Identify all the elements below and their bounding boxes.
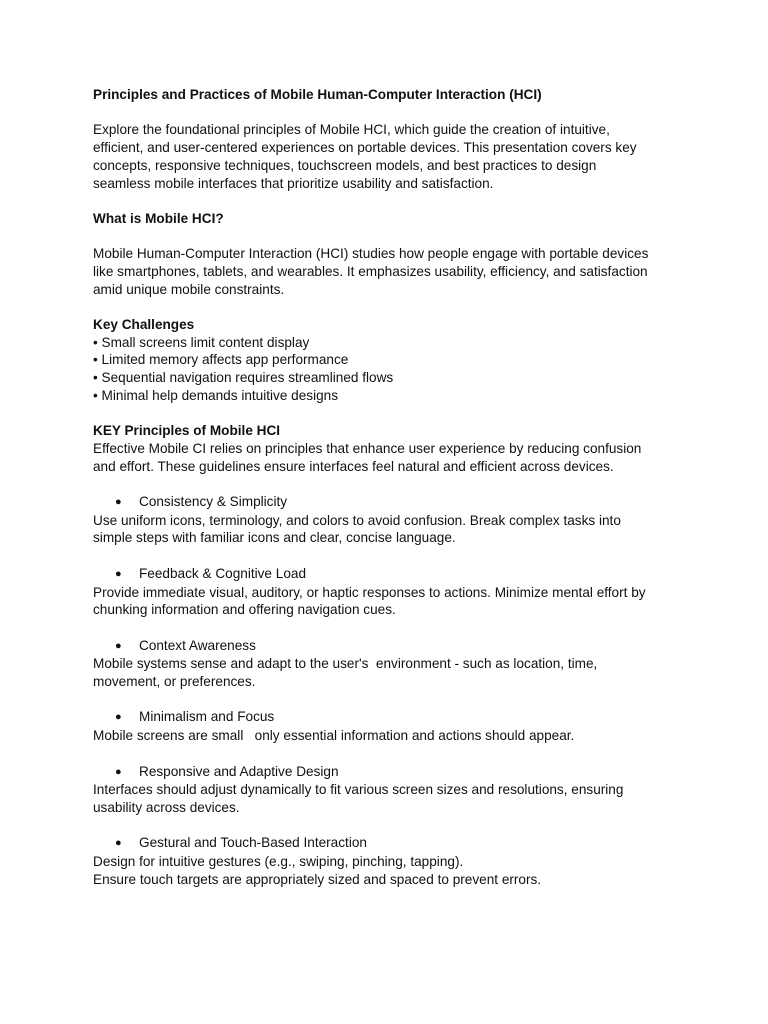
principle-section (93, 493, 676, 547)
principle-title: Gestural and Touch-Based Interaction (139, 835, 367, 851)
principles-intro-line: and effort. These guidelines ensure interfaces feel natural and efficient across devices. (93, 458, 614, 474)
principle-title-row (93, 834, 676, 853)
bullet-icon: ● (115, 639, 122, 652)
principle-section (93, 637, 676, 691)
principle-body-line: Mobile screens are small only essential information and actions should appear. (93, 728, 575, 744)
what-line: amid unique mobile constraints. (93, 281, 285, 297)
challenges-list (93, 334, 676, 405)
principle-body-line: chunking information and offering navigation cues. (93, 602, 396, 618)
challenge-item: • Limited memory affects app performance (93, 352, 349, 368)
principle-body-line: Ensure touch targets are appropriately sized and spaced to prevent errors. (93, 871, 542, 887)
spacer (93, 745, 676, 763)
challenge-item: • Small screens limit content display (93, 334, 310, 350)
bullet-icon: ● (115, 496, 122, 509)
bullet-icon: ● (115, 837, 122, 850)
spacer (93, 104, 676, 122)
bullet-icon: ● (115, 765, 122, 778)
principle-body-line: Use uniform icons, terminology, and colors to avoid confusion. Break complex tasks into (93, 512, 621, 528)
challenge-item: • Sequential navigation requires streamlined flows (93, 370, 394, 386)
principle-body-line: Design for intuitive gestures (e.g., swiping, pinching, tapping). (93, 854, 464, 870)
principles-intro-line: Effective Mobile CI relies on principles that enhance user experience by reducing confusion (93, 440, 642, 456)
intro-line: concepts, responsive techniques, touchscreen models, and best practices to design (93, 157, 597, 173)
principle-title-row (93, 493, 676, 512)
principle-title: Consistency & Simplicity (139, 494, 288, 510)
spacer (93, 691, 676, 709)
document-title: Principles and Practices of Mobile Human-Computer Interaction (HCI) (93, 87, 542, 102)
principle-section (93, 834, 676, 888)
principle-body-line: movement, or preferences. (93, 674, 256, 690)
principle-section (93, 565, 676, 619)
intro-line: efficient, and user-centered experiences on portable devices. This presentation covers key (93, 140, 637, 156)
principle-section (93, 763, 676, 817)
intro-paragraph (93, 121, 676, 192)
principle-body-line: Provide immediate visual, auditory, or haptic responses to actions. Minimize mental effort by (93, 584, 646, 600)
principle-title-row (93, 637, 676, 656)
principle-body-line: Interfaces should adjust dynamically to fit various screen sizes and resolutions, ensuring (93, 782, 624, 798)
spacer (93, 405, 676, 423)
what-paragraph (93, 245, 676, 298)
spacer (93, 475, 676, 493)
challenge-item: • Minimal help demands intuitive designs (93, 387, 339, 403)
principle-title-row (93, 708, 676, 727)
principle-title-row (93, 763, 676, 782)
intro-line: seamless mobile interfaces that prioritize usability and satisfaction. (93, 175, 494, 191)
principle-title-row (93, 565, 676, 584)
principle-body-line: simple steps with familiar icons and clear, concise language. (93, 530, 456, 546)
spacer (93, 619, 676, 637)
what-heading: What is Mobile HCI? (93, 210, 224, 226)
spacer (93, 298, 676, 316)
intro-line: Explore the foundational principles of Mobile HCI, which guide the creation of intuitive, (93, 122, 610, 138)
principle-title: Responsive and Adaptive Design (139, 763, 339, 779)
principle-body-line: Mobile systems sense and adapt to the user's environment - such as location, time, (93, 656, 598, 672)
spacer (93, 547, 676, 565)
principle-title: Minimalism and Focus (139, 709, 275, 725)
spacer (93, 228, 676, 246)
bullet-icon: ● (115, 567, 122, 580)
what-line: Mobile Human-Computer Interaction (HCI) studies how people engage with portable devices (93, 246, 649, 262)
spacer (93, 192, 676, 210)
what-line: like smartphones, tablets, and wearables. It emphasizes usability, efficiency, and satisfaction (93, 263, 648, 279)
spacer (93, 817, 676, 835)
challenges-heading: Key Challenges (93, 317, 195, 333)
principle-title: Feedback & Cognitive Load (139, 565, 307, 581)
principles-heading: KEY Principles of Mobile HCI (93, 423, 281, 439)
principle-section (93, 708, 676, 744)
bullet-icon: ● (115, 711, 122, 724)
principles-intro (93, 440, 676, 475)
principle-title: Context Awareness (139, 637, 256, 653)
principle-body-line: usability across devices. (93, 799, 240, 815)
